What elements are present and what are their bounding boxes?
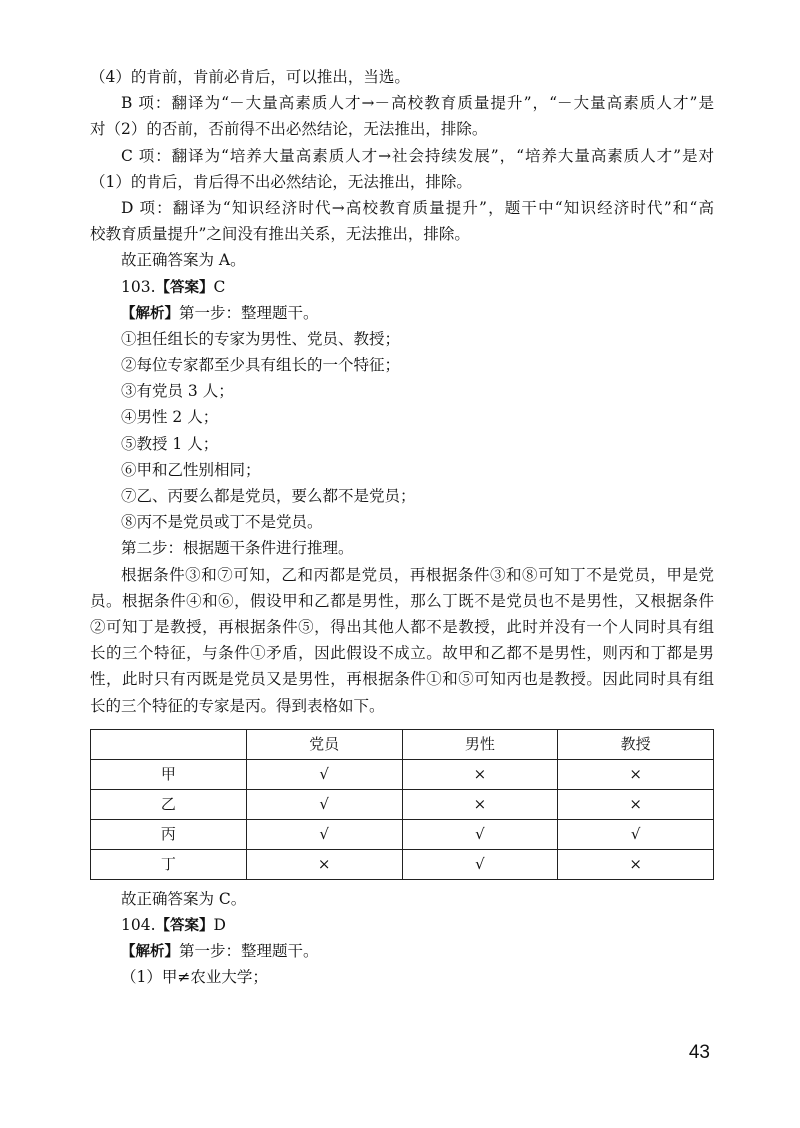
table-cell: × [402, 789, 558, 819]
condition-item: （1）甲≠农业大学； [121, 968, 268, 987]
q104-number: 104. [121, 915, 156, 934]
q103-analysis-line [90, 300, 714, 326]
reasoning-line: 性，此时只有丙既是党员又是男性，再根据条件①和⑤可知丙也是教授。因此同时具有组 [90, 670, 714, 689]
q104-answer-tag: 【答案】 [155, 917, 214, 934]
text-line: D 项：翻译为“知识经济时代→高校教育质量提升”，题干中“知识经济时代”和“高 [121, 198, 714, 217]
q104-answer: D [213, 915, 226, 934]
table-cell: √ [246, 819, 402, 849]
table-cell: √ [246, 789, 402, 819]
condition-item: ⑧丙不是党员或丁不是党员。 [121, 513, 323, 532]
text-line: 对（2）的否前，否前得不出必然结论，无法推出，排除。 [90, 120, 488, 139]
table-cell: √ [402, 849, 558, 879]
page-number: 43 [688, 1042, 710, 1063]
condition-item: ④男性 2 人； [121, 408, 219, 427]
table-cell: × [558, 849, 714, 879]
q104-conditions [90, 964, 714, 990]
table-row [91, 819, 714, 849]
condition-item: ⑤教授 1 人； [121, 434, 219, 453]
q104-analysis-line [90, 938, 714, 964]
q103-answer-tag: 【答案】 [155, 279, 214, 296]
table-row-label: 丁 [91, 849, 247, 879]
table-cell: × [246, 849, 402, 879]
q103-analysis-intro: 第一步：整理题干。 [179, 303, 319, 322]
condition-item: ①担任组长的专家为男性、党员、教授； [121, 329, 401, 348]
table-cell: √ [558, 819, 714, 849]
text-line: 校教育质量提升”之间没有推出关系，无法推出，排除。 [90, 225, 470, 244]
reasoning-line: 根据条件③和⑦可知，乙和丙都是党员，再根据条件③和⑧可知丁不是党员，甲是党 [121, 565, 714, 584]
condition-item: ②每位专家都至少具有组长的一个特征； [121, 356, 401, 375]
q104-answer-line [90, 912, 714, 938]
table-row [91, 789, 714, 819]
q103-number: 103. [121, 277, 156, 296]
table-cell: × [402, 759, 558, 789]
table-header-cell [91, 729, 247, 759]
text-line: （4）的肯前，肯前必肯后，可以推出，当选。 [90, 68, 410, 86]
text-line: 故正确答案为 A。 [121, 251, 246, 270]
table-row-label: 丙 [91, 819, 247, 849]
condition-item: ③有党员 3 人； [121, 382, 234, 401]
reasoning-line: 员。根据条件④和⑥，假设甲和乙都是男性，那么丁既不是党员也不是男性，又根据条件 [90, 591, 714, 610]
condition-item: ⑥甲和乙性别相同； [121, 460, 261, 479]
q103-answer: C [213, 277, 226, 296]
table-row-label: 乙 [91, 789, 247, 819]
table-header-row [91, 729, 714, 759]
document-page [90, 64, 714, 990]
table-row-label: 甲 [91, 759, 247, 789]
q103-answer-line [90, 274, 714, 300]
reasoning-line: 长的三个特征的专家是丙。得到表格如下。 [90, 696, 385, 715]
q103-conclusion: 故正确答案为 C。 [121, 889, 247, 908]
q103-analysis-tag: 【解析】 [121, 305, 179, 322]
table-row [91, 759, 714, 789]
condition-item: ⑦乙、丙要么都是党员，要么都不是党员； [121, 487, 416, 505]
q104-analysis-tag: 【解析】 [121, 944, 179, 961]
table-header-cell: 男性 [402, 729, 558, 759]
table-header-cell: 教授 [558, 729, 714, 759]
q104-analysis-intro: 第一步：整理题干。 [179, 942, 319, 961]
q103-step2: 第二步：根据题干条件进行推理。 [121, 539, 354, 558]
text-line: B 项：翻译为“－大量高素质人才→－高校教育质量提升”，“－大量高素质人才”是 [121, 94, 714, 113]
table-row [91, 849, 714, 879]
text-line: C 项：翻译为“培养大量高素质人才→社会持续发展”，“培养大量高素质人才”是对 [121, 146, 714, 165]
q103-result-table [90, 729, 714, 880]
q103-reasoning [90, 562, 714, 719]
table-cell: × [558, 789, 714, 819]
q103-conditions [90, 326, 714, 536]
table-cell: √ [402, 819, 558, 849]
table-cell: × [558, 759, 714, 789]
table-cell: √ [246, 759, 402, 789]
table-header-cell: 党员 [246, 729, 402, 759]
text-line: （1）的肯后，肯后得不出必然结论，无法推出，排除。 [90, 172, 472, 191]
reasoning-line: ②可知丁是教授，再根据条件⑤，得出其他人都不是教授，此时并没有一个人同时具有组 [90, 617, 714, 636]
q102-analysis-tail [90, 64, 714, 274]
reasoning-line: 长的三个特征，与条件①矛盾，因此假设不成立。故甲和乙都不是男性，则丙和丁都是男 [90, 644, 714, 663]
